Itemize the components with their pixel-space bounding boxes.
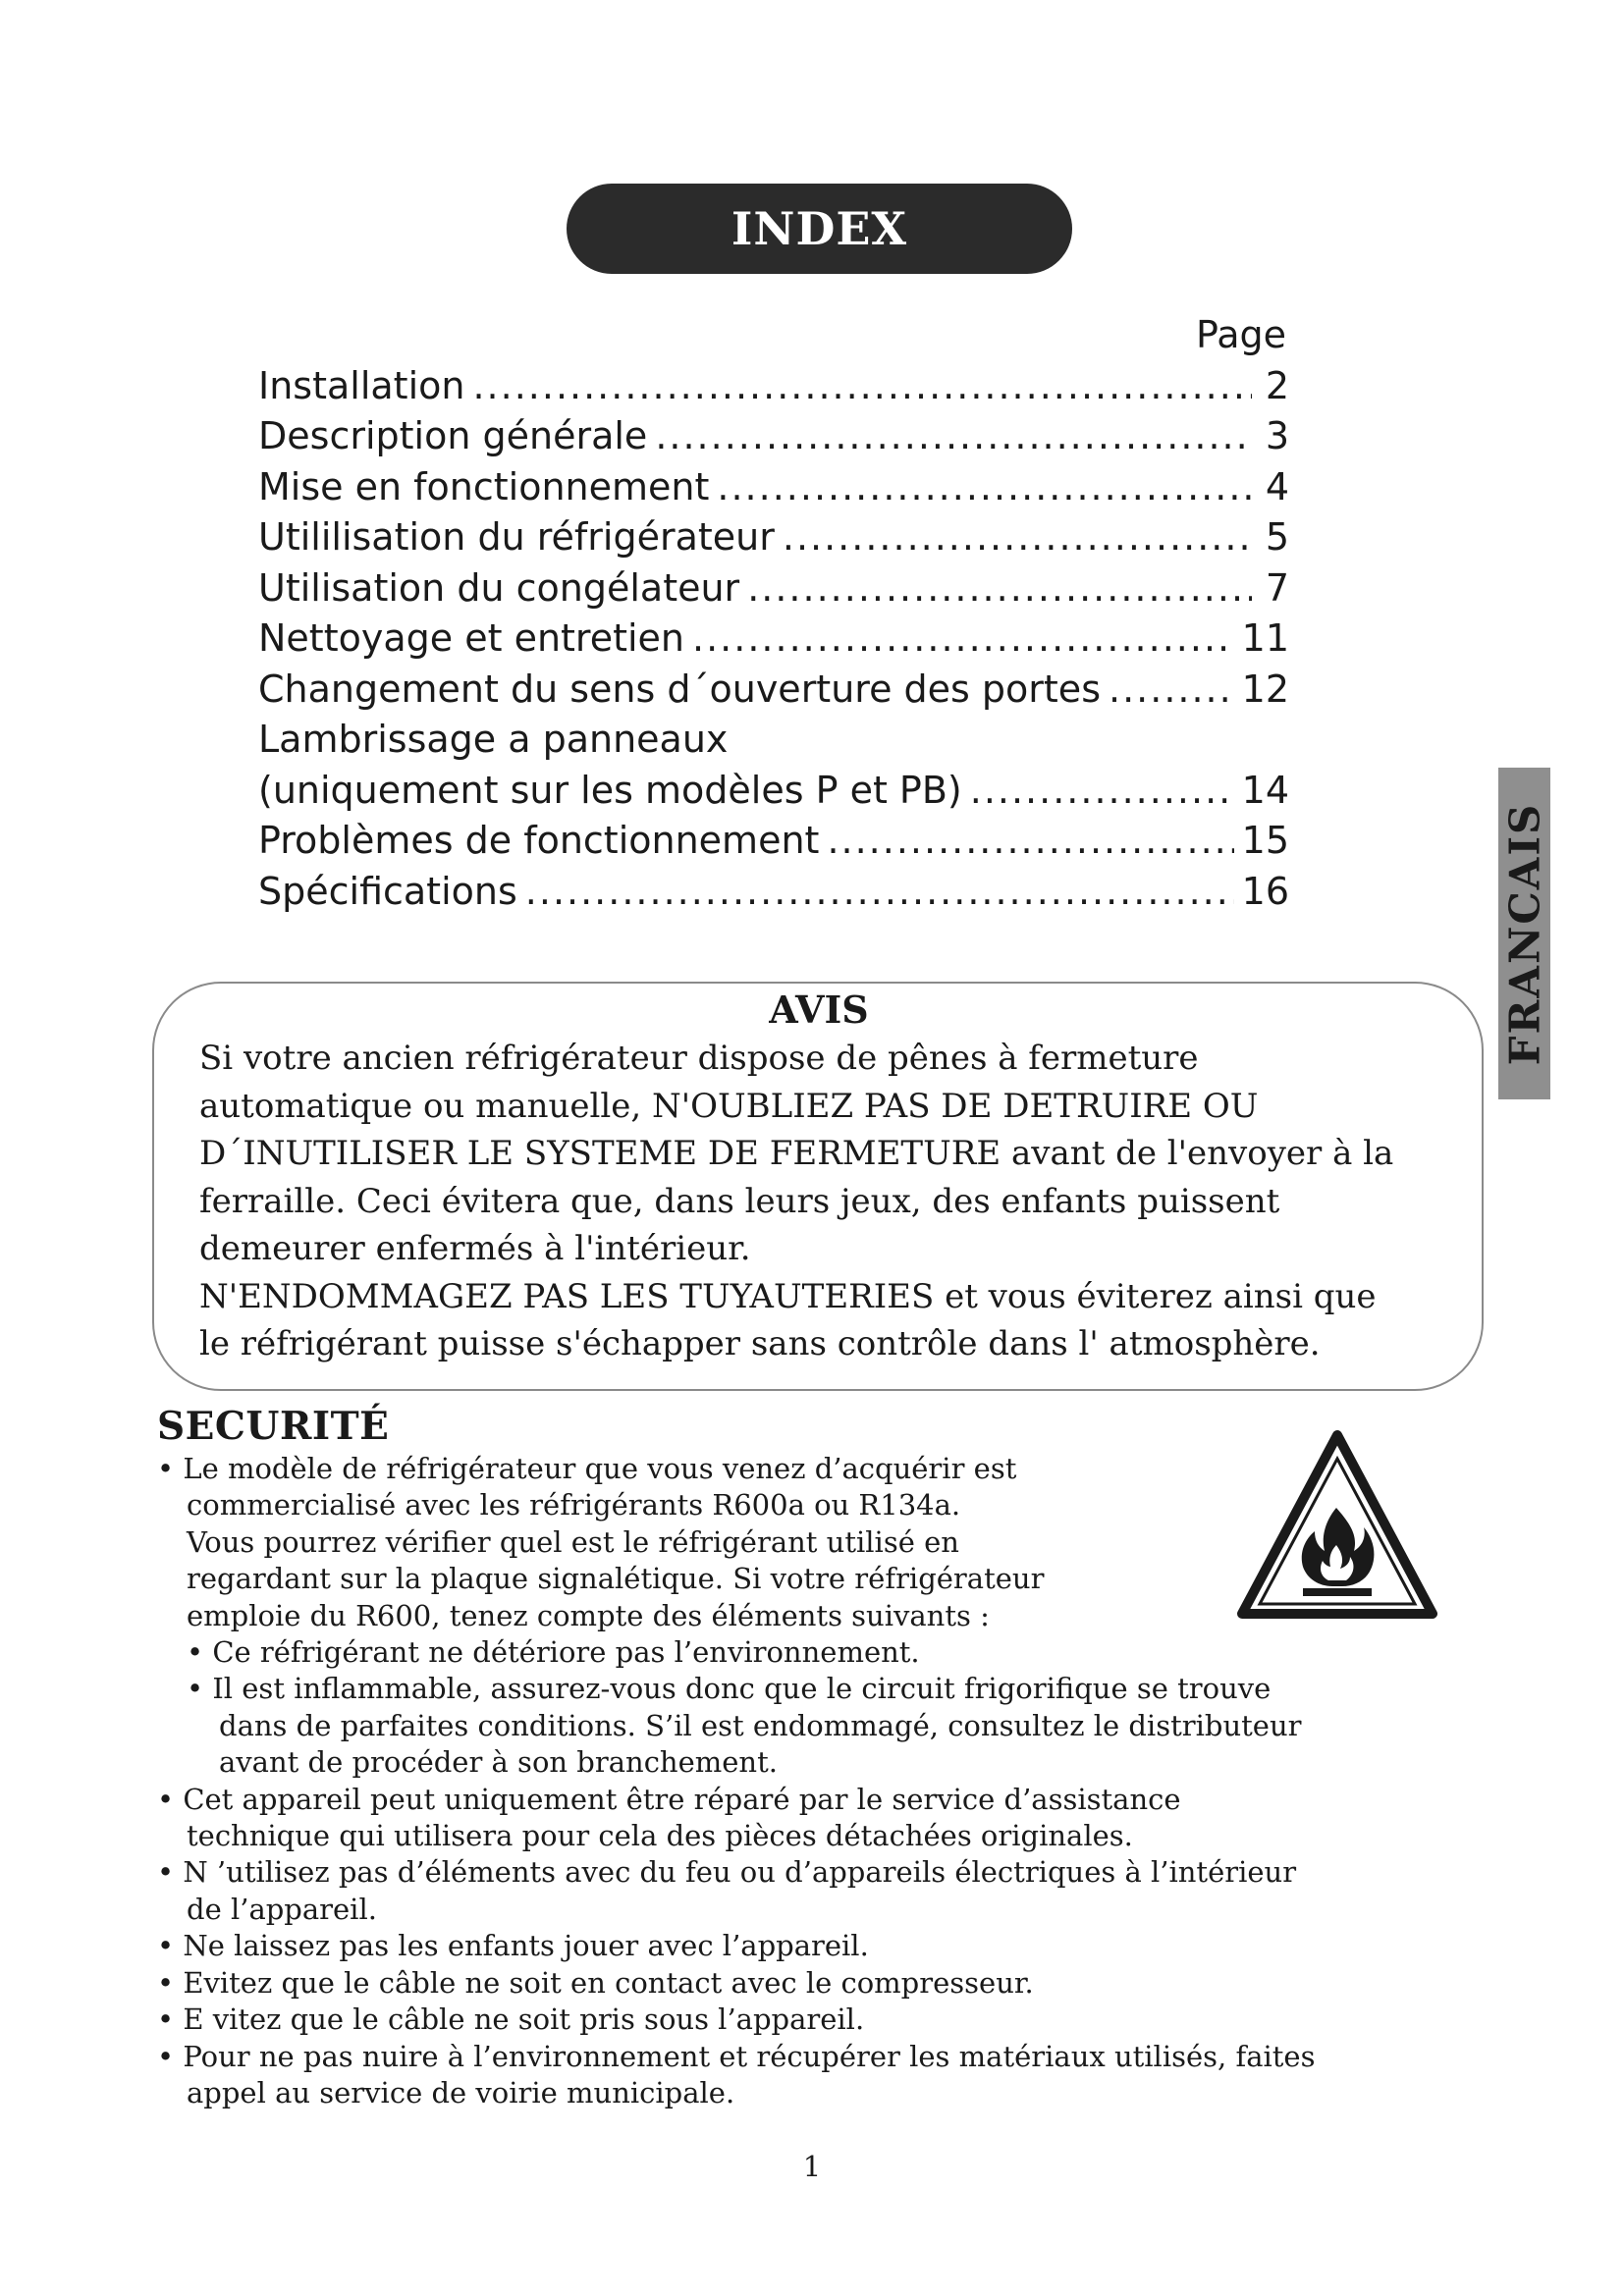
avis-line: D´INUTILISER LE SYSTEME DE FERMETURE avant de l'envoyer à la xyxy=(199,1134,1394,1173)
toc-entry-page: 11 xyxy=(1241,616,1289,660)
securite-line: • N ’utilisez pas d’éléments avec du feu ou d’appareils électriques à l’intérieur xyxy=(157,1855,1297,1890)
securite-line: • E vitez que le câble ne soit pris sous l’appareil. xyxy=(157,2002,865,2037)
toc-dot-leader xyxy=(655,411,1252,462)
toc-entry-page: 2 xyxy=(1265,363,1289,407)
toc-dot-leader xyxy=(717,462,1252,513)
securite-line: commercialisé avec les réfrigérants R600a ou R134a. xyxy=(187,1488,961,1522)
toc-entry-page: 14 xyxy=(1241,768,1289,812)
securite-line: emploie du R600, tenez compte des éléments suivants : xyxy=(187,1598,990,1632)
avis-line: N'ENDOMMAGEZ PAS LES TUYAUTERIES et vous éviterez ainsi que xyxy=(199,1276,1377,1316)
toc-dot-leader xyxy=(827,816,1233,867)
index-title-text: INDEX xyxy=(731,202,908,255)
toc-entry-label: Nettoyage et entretien xyxy=(258,616,685,660)
toc-entry-mise-en-fonctionnement[interactable] xyxy=(258,462,1289,513)
toc-entry-label: Utilisation du congélateur xyxy=(258,565,740,610)
securite-line: • Il est inflammable, assurez-vous donc que le circuit frigorifique se trouve xyxy=(187,1672,1272,1706)
toc-entry-label: Description générale xyxy=(258,414,648,457)
toc-dot-leader xyxy=(783,512,1252,563)
toc-entry-page: 16 xyxy=(1241,869,1289,913)
toc-entry-congelateur[interactable] xyxy=(258,563,1289,614)
toc-entry-page: 4 xyxy=(1265,464,1289,508)
securite-line: appel au service de voirie municipale. xyxy=(187,2075,735,2109)
toc-entry-label: Lambrissage a panneaux xyxy=(258,718,729,761)
toc-entry-label: Installation xyxy=(258,363,465,407)
toc-entry-page: 15 xyxy=(1241,819,1289,862)
avis-line: automatique ou manuelle, N'OUBLIEZ PAS DE DETRUIRE OU xyxy=(199,1086,1259,1126)
toc-entry-lambrissage[interactable] xyxy=(258,715,1289,766)
toc-dot-leader xyxy=(525,867,1234,918)
avis-line: ferraille. Ceci évitera que, dans leurs jeux, des enfants puissent xyxy=(199,1181,1280,1221)
toc-entry-problemes[interactable] xyxy=(258,816,1289,867)
toc-entry-label: Problèmes de fonctionnement xyxy=(258,819,820,862)
toc-entry-installation[interactable] xyxy=(258,361,1289,412)
toc-entry-page: 12 xyxy=(1241,667,1289,711)
securite-line: avant de procéder à son branchement. xyxy=(219,1745,778,1780)
securite-line: de l’appareil. xyxy=(187,1892,377,1926)
securite-line: dans de parfaites conditions. S’il est endommagé, consultez le distributeur xyxy=(219,1708,1302,1742)
avis-line: le réfrigérant puisse s'échapper sans contrôle dans l' atmosphère. xyxy=(199,1324,1321,1363)
toc-page-column-header: Page xyxy=(1196,313,1286,356)
toc-dot-leader xyxy=(692,614,1234,665)
securite-line: Vous pourrez vérifier quel est le réfrigérant utilisé en xyxy=(187,1524,959,1559)
language-tab[interactable] xyxy=(1498,768,1550,1099)
avis-body xyxy=(199,1035,1466,1368)
toc-entry-description[interactable] xyxy=(258,411,1289,462)
toc-entry-refrigerateur[interactable] xyxy=(258,512,1289,563)
securite-line: • Ne laissez pas les enfants jouer avec l’appareil. xyxy=(157,1929,869,1963)
securite-line: • Cet appareil peut uniquement être réparé par le service d’assistance xyxy=(157,1782,1181,1816)
securite-line: regardant sur la plaque signalétique. Si votre réfrigérateur xyxy=(187,1562,1045,1596)
toc-entry-page: 5 xyxy=(1265,515,1289,559)
toc-entry-lambrissage-modeles[interactable] xyxy=(258,766,1289,817)
toc-entry-label: Spécifications xyxy=(258,869,517,913)
index-title xyxy=(567,184,1072,274)
avis-line: Si votre ancien réfrigérateur dispose de pênes à fermeture xyxy=(199,1039,1199,1078)
toc-entry-page: 3 xyxy=(1265,414,1289,457)
toc-dot-leader xyxy=(970,766,1234,817)
securite-title: SECURITÉ xyxy=(157,1404,390,1449)
table-of-contents xyxy=(258,310,1289,917)
page-number: 1 xyxy=(802,2150,822,2183)
toc-dot-leader xyxy=(747,563,1252,614)
securite-line: • Ce réfrigérant ne détériore pas l’environnement. xyxy=(187,1635,920,1670)
toc-entry-specifications[interactable] xyxy=(258,867,1289,918)
securite-line: technique qui utilisera pour cela des pièces détachées originales. xyxy=(187,1819,1133,1853)
avis-title: AVIS xyxy=(769,988,869,1032)
toc-entry-label: Utililisation du réfrigérateur xyxy=(258,515,775,559)
securite-line: • Le modèle de réfrigérateur que vous venez d’acquérir est xyxy=(157,1452,1017,1485)
toc-entry-changement-portes[interactable] xyxy=(258,665,1289,716)
flammable-warning-icon xyxy=(1234,1425,1440,1624)
toc-entry-label: Mise en fonctionnement xyxy=(258,464,710,508)
securite-line: • Pour ne pas nuire à l’environnement et récupérer les matériaux utilisés, faites xyxy=(157,2039,1316,2073)
toc-entry-nettoyage[interactable] xyxy=(258,614,1289,665)
language-tab-label: FRANCAIS xyxy=(1500,802,1549,1065)
toc-entry-label: Changement du sens d´ouverture des portes xyxy=(258,667,1101,711)
toc-dot-leader xyxy=(472,361,1252,412)
avis-line: demeurer enfermés à l'intérieur. xyxy=(199,1229,751,1268)
securite-line: • Evitez que le câble ne soit en contact avec le compresseur. xyxy=(157,1965,1034,2000)
toc-entry-page: 7 xyxy=(1265,565,1289,610)
toc-entry-label: (uniquement sur les modèles P et PB) xyxy=(258,768,962,812)
toc-dot-leader xyxy=(1109,665,1234,716)
